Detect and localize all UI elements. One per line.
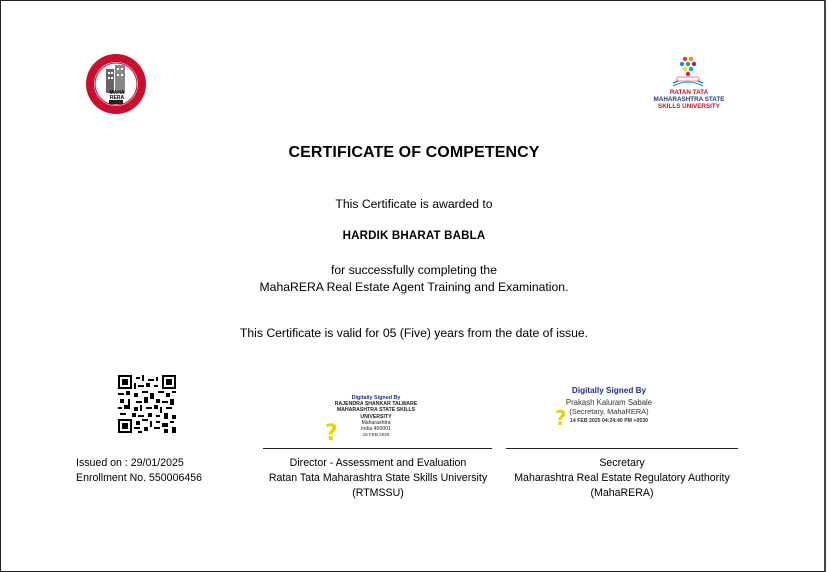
awarded-to-text: This Certificate is awarded to [335, 197, 493, 211]
director-org-line2: UNIVERSITY [360, 413, 392, 420]
logo-text-lower: RERA [109, 95, 125, 101]
director-abbr: (RTMSSU) [352, 487, 404, 499]
director-loc1: Maharashtra [361, 419, 391, 426]
logo-line2: MAHARASHTRA STATE [653, 96, 725, 103]
secretary-signed-by: Digitally Signed By [571, 386, 647, 395]
director-signature-line [263, 448, 492, 449]
rtmssu-logo [645, 53, 733, 115]
completion-line-2: MahaRERA Real Estate Agent Training and Examination. [259, 280, 569, 294]
enrollment-number: Enrollment No. 550006456 [76, 472, 203, 484]
director-sign-date: 15 FEB 2025 [362, 432, 390, 438]
secretary-signature-line [506, 448, 738, 449]
secretary-timestamp: 14 FEB 2025 04:24:40 PM +0530 [569, 418, 648, 424]
issue-info [76, 456, 246, 486]
secretary-abbr: (MahaRERA) [590, 487, 654, 499]
director-caption [251, 456, 505, 501]
logo-line3: SKILLS UNIVERSITY [658, 103, 720, 110]
validity-text: This Certificate is valid for 05 (Five) years from the date of issue. [239, 326, 589, 340]
signature-unverified-icon: ? [555, 406, 567, 430]
director-signed-by: Digitally Signed By [351, 395, 401, 401]
signature-unverified-icon: ? [325, 421, 338, 446]
director-org-line1: MAHARASHTRA STATE SKILLS [336, 407, 416, 414]
qr-code[interactable] [118, 375, 176, 433]
director-org: Ratan Tata Maharashtra State Skills University [268, 472, 488, 484]
completion-line-1: for successfully completing the [331, 263, 497, 277]
recipient-name: HARDIK BHARAT BABLA [342, 230, 486, 242]
director-signer-name: RAJENDRA SHANKAR TALWARE [334, 401, 418, 408]
certificate-title: CERTIFICATE OF COMPETENCY [288, 144, 540, 161]
director-role: Director - Assessment and Evaluation [289, 457, 467, 469]
logo-line1: RATAN TATA [669, 89, 709, 96]
secretary-role: Secretary [599, 457, 645, 469]
secretary-signature-stamp [549, 386, 669, 424]
secretary-org: Maharashtra Real Estate Regulatory Authority [514, 472, 730, 484]
secretary-caption [501, 456, 743, 501]
secretary-role-line: (Secretary, MahaRERA) [569, 407, 649, 416]
director-loc2: India 400001 [360, 426, 391, 433]
secretary-signer-name: Prakash Kaluram Sabale [565, 398, 653, 407]
logo-text-upper: MAHA [109, 90, 125, 96]
issued-on: Issued on : 29/01/2025 [76, 457, 184, 469]
maharera-logo [85, 53, 147, 115]
